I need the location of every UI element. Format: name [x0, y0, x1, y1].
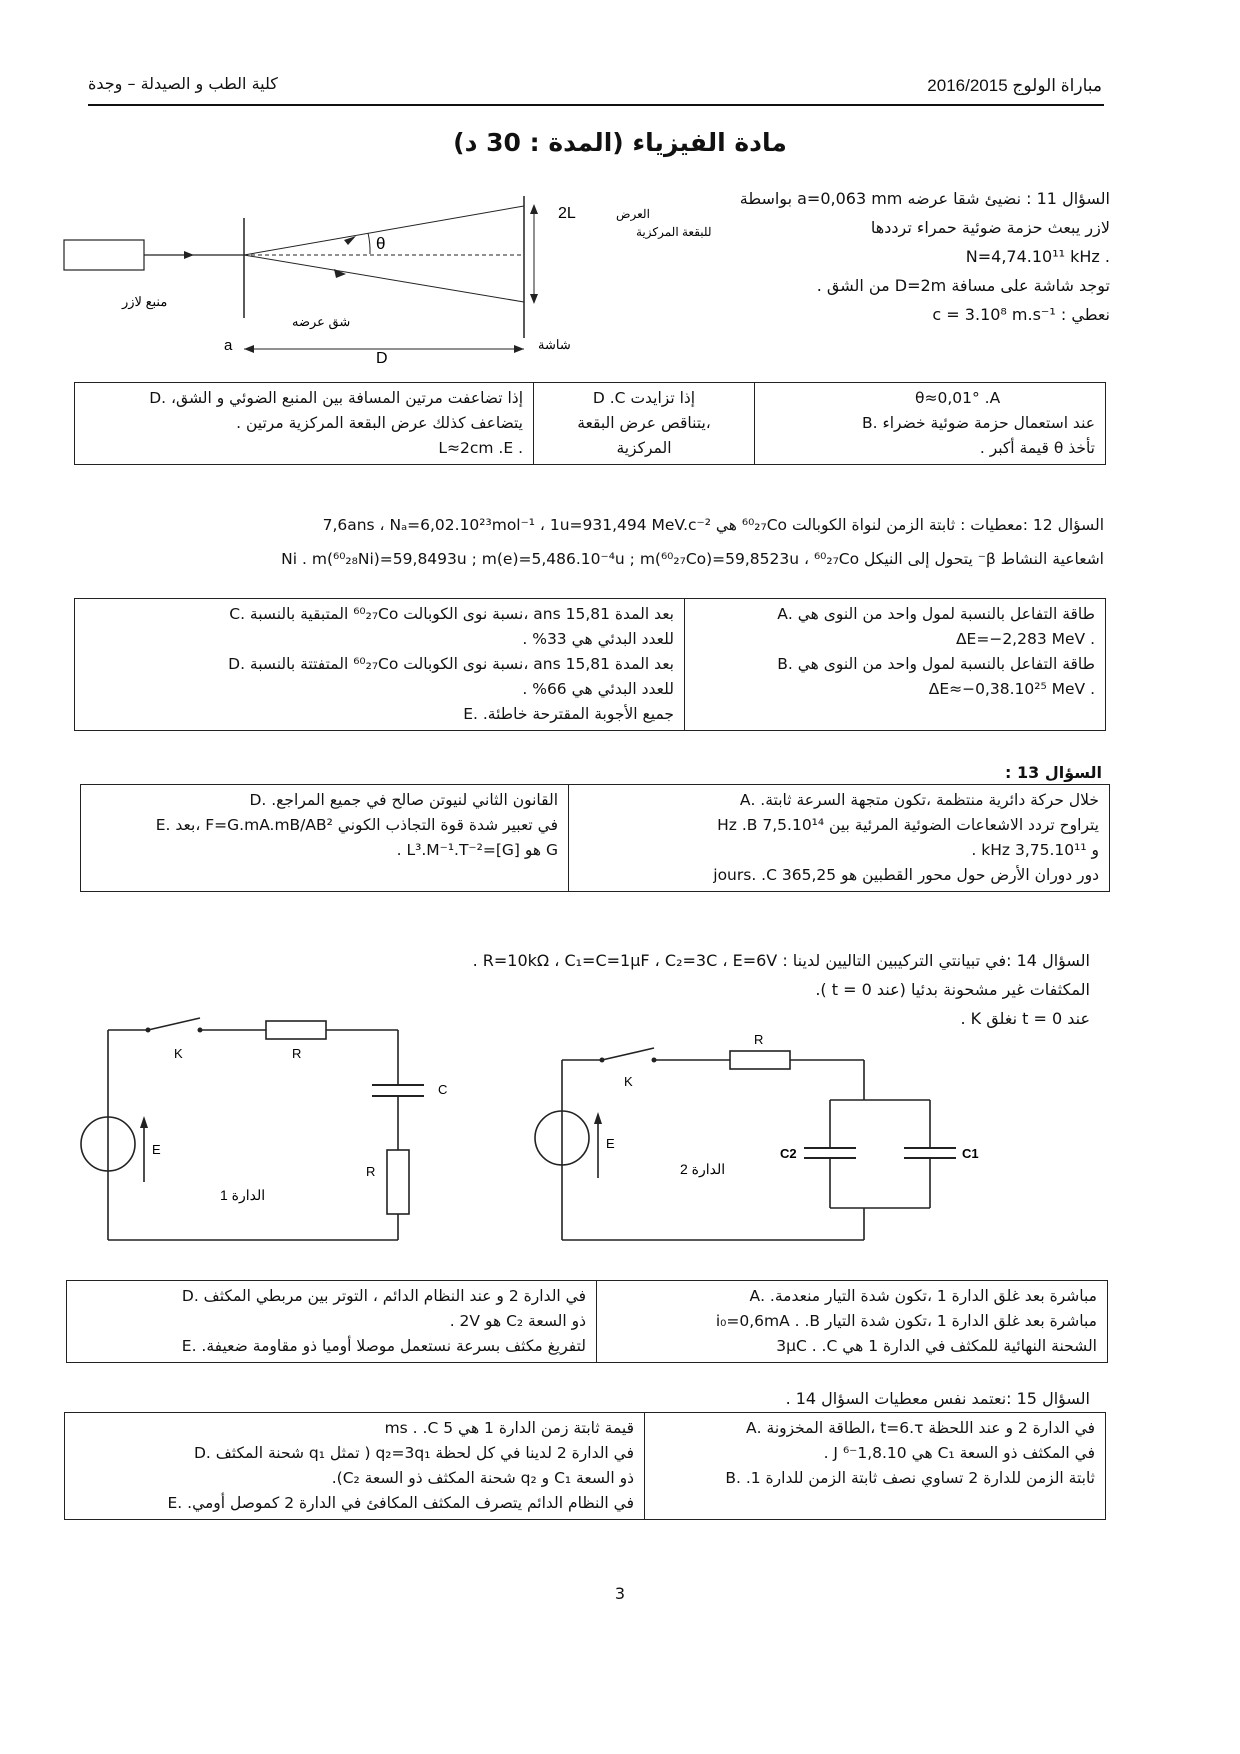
q13-options — [80, 784, 1110, 892]
c2-e-label: E — [606, 1136, 615, 1151]
q13-opt-E-1[interactable]: في تعبير شدة قوة التجاذب الكوني F=G.mA.mB/AB² ،بعد .E — [155, 816, 558, 834]
q15-opt-E[interactable]: في النظام الدائم يتصرف المكثف المكافئ في الدارة 2 كموصل أومي. .E — [167, 1494, 634, 1512]
a-label: a — [224, 337, 233, 354]
screen-label: شاشة — [538, 337, 571, 352]
q13-opt-B-1[interactable]: يتراوح تردد الاشعاعات الضوئية المرئية بين 7,5.10¹⁴ Hz .B — [717, 816, 1099, 834]
q12-opt-B-2: . ΔE≈−0,38.10²⁵ MeV — [928, 680, 1095, 698]
q11-opt-E[interactable]: . L≈2cm .E — [438, 439, 523, 457]
c1-c-label: C — [438, 1082, 448, 1097]
resistor-r — [730, 1051, 790, 1069]
c2-r-label: R — [754, 1032, 764, 1047]
q14-opt-A[interactable]: مباشرة بعد غلق الدارة 1 ،تكون شدة التيار منعدمة. .A — [749, 1287, 1097, 1305]
q13-opt-B-2: و 3,75.10¹¹ kHz . — [971, 841, 1099, 859]
c1-name: الدارة 1 — [220, 1187, 266, 1203]
q12-opt-D-1[interactable]: بعد المدة 15,81 ans ،نسبة نوى الكوبالت ⁶⁰₂₇Co المتفتتة بالنسبة .D — [228, 655, 674, 673]
q13-opt-D[interactable]: القانون الثاني لنيوتن صالح في جميع المراجع. .D — [249, 791, 558, 809]
q12-opt-C-1[interactable]: بعد المدة 15,81 ans ،نسبة نوى الكوبالت ⁶⁰₂₇Co المتبقية بالنسبة .C — [229, 605, 674, 623]
q14-opt-B[interactable]: مباشرة بعد غلق الدارة 1 ،تكون شدة التيار i₀=0,6mA . .B — [715, 1312, 1097, 1330]
c2-c2-label: C2 — [780, 1146, 797, 1161]
q11-line-5: نعطي : c = 3.10⁸ m.s⁻¹ — [932, 305, 1110, 324]
header-faculty: كلية الطب و الصيدلة – وجدة — [88, 74, 278, 93]
q15-title: السؤال 15 :نعتمد نفس معطيات السؤال 14 . — [785, 1389, 1090, 1408]
q12-opt-E[interactable]: جميع الأجوبة المقترحة خاطئة. .E — [463, 705, 674, 723]
q11-opt-B-2: تأخذ θ قيمة أكبر . — [979, 439, 1095, 457]
page-number: 3 — [614, 1584, 626, 1603]
c1-e-label: E — [152, 1142, 161, 1157]
q14-opt-E[interactable]: لتفريغ مكثف بسرعة نستعمل موصلا أوميا ذو مقاومة ضعيفة. .E — [181, 1337, 586, 1355]
width-label-2: للبقعة المركزية — [636, 225, 712, 239]
q15-opt-C[interactable]: قيمة ثابتة زمن الدارة 1 هي 5 ms . .C — [384, 1419, 634, 1437]
circuit-1 — [70, 1010, 470, 1250]
q11-opt-C-3: المركزية — [616, 439, 672, 457]
slit-label: شق عرضه — [292, 314, 351, 329]
theta-label: θ — [376, 234, 386, 253]
width-label: العرض — [616, 207, 650, 221]
q11-line-1: السؤال 11 : نضيئ شقا عرضه a=0,063 mm بواسطة — [739, 189, 1110, 208]
q11-options — [74, 382, 1106, 465]
q11-opt-B-1[interactable]: عند استعمال حزمة ضوئية خضراء .B — [861, 414, 1095, 432]
q12-opt-A-2: . ΔE=−2,283 MeV — [955, 630, 1095, 648]
source-label: منبع لازر — [122, 294, 168, 309]
page-title: مادة الفيزياء (المدة : 30 د) — [453, 128, 787, 157]
c1-k-label: K — [174, 1046, 183, 1061]
switch-k2 — [602, 1048, 654, 1060]
c1-r2-label: R — [366, 1164, 376, 1179]
q12-options — [74, 598, 1106, 731]
q11-opt-D-1[interactable]: إذا تضاعفت مرتين المسافة بين المنبع الضوئي و الشق، .D — [149, 389, 523, 407]
q11-line-4: توجد شاشة على مسافة D=2m من الشق . — [816, 276, 1110, 295]
c2-name: الدارة 2 — [680, 1161, 726, 1177]
q11-line-3: . N=4,74.10¹¹ kHz — [965, 247, 1110, 266]
D-label: D — [376, 350, 388, 367]
c2-c1-label: C1 — [962, 1146, 979, 1161]
q12-opt-D-2: للعدد البدئي هي 66% . — [522, 680, 674, 698]
header-rule — [88, 104, 1104, 106]
q15-opt-B[interactable]: ثابتة الزمن للدارة 2 تساوي نصف ثابتة الزمن للدارة 1. .B — [725, 1469, 1095, 1487]
q11-opt-D-2: يتضاعف كذلك عرض البقعة المركزية مرتين . — [236, 414, 523, 432]
q15-opt-D-2: ذو السعة C₁ و q₂ شحنة المكثف ذو السعة C₂). — [331, 1469, 634, 1487]
q11-opt-A[interactable]: θ≈0,01° .A — [915, 389, 1001, 407]
q12-line-2: اشعاعية النشاط β⁻ يتحول إلى النيكل Ni . m(⁶⁰₂₈Ni)=59,8493u ; m(e)=5,486.10⁻⁴u ; m(⁶⁰₂₇Co)=59,8523u ، ⁶⁰₂₇Co — [281, 550, 1104, 568]
q13-opt-E-2: G هو [G]=L³.M⁻¹.T⁻² . — [396, 841, 558, 859]
resistor-r1 — [266, 1021, 326, 1039]
header-exam: مباراة الولوج 2016/2015 — [927, 76, 1102, 95]
q11-opt-C-2: ،يتناقص عرض البقعة — [577, 414, 711, 432]
q14-opt-D-2: ذو السعة C₂ هو 2V . — [449, 1312, 586, 1330]
c1-r1-label: R — [292, 1046, 302, 1061]
resistor-r2 — [387, 1150, 409, 1214]
q11-opt-C-1[interactable]: إذا تزايدت D .C — [592, 389, 696, 407]
q15-options — [64, 1412, 1106, 1520]
q12-opt-C-2: للعدد البدئي هي 33% . — [522, 630, 674, 648]
laser-box — [64, 240, 144, 270]
q15-opt-A-1[interactable]: في الدارة 2 و عند اللحظة t=6.τ ،الطاقة المخزونة .A — [746, 1419, 1095, 1437]
q14-opt-C[interactable]: الشحنة النهائية للمكثف في الدارة 1 هي 3μC . .C — [776, 1337, 1097, 1355]
q15-opt-A-2: في المكثف ذو السعة C₁ هي 1,8.10⁻⁶ J . — [823, 1444, 1095, 1462]
slit-diagram — [58, 188, 712, 367]
switch-k1 — [148, 1018, 200, 1030]
twoL-label: 2L — [558, 205, 576, 222]
q12-opt-B-1[interactable]: طاقة التفاعل بالنسبة لمول واحد من النوى هي .B — [777, 655, 1095, 673]
q13-title: السؤال 13 : — [1005, 763, 1102, 782]
q12-line-1: السؤال 12 :معطيات : ثابتة الزمن لنواة الكوبالت ⁶⁰₂₇Co هي 7,6ans ، Nₐ=6,02.10²³mol⁻¹ ، 1u=931,494 MeV.c⁻² — [322, 516, 1104, 534]
q12-text — [64, 508, 1104, 576]
q13-opt-A[interactable]: خلال حركة دائرية منتظمة ،تكون متجهة السرعة ثابتة. .A — [739, 791, 1099, 809]
q12-opt-A-1[interactable]: طاقة التفاعل بالنسبة لمول واحد من النوى هي .A — [777, 605, 1095, 623]
q14-line-1: السؤال 14 :في تبيانتي التركيبين التاليين لدينا : R=10kΩ ، C₁=C=1μF ، C₂=3C ، E=6V . — [472, 951, 1090, 970]
q13-opt-C[interactable]: دور دوران الأرض حول محور القطبين هو 365,25 jours. .C — [713, 866, 1099, 884]
q14-options — [66, 1280, 1108, 1363]
circuit-2 — [530, 1030, 990, 1250]
q14-line-2: المكثفات غير مشحونة بدئيا (عند t = 0 ). — [815, 980, 1090, 999]
q14-opt-D-1[interactable]: في الدارة 2 و عند النظام الدائم ، التوتر بين مربطي المكثف .D — [181, 1287, 586, 1305]
c2-k-label: K — [624, 1074, 633, 1089]
q14-line-3: عند t = 0 نغلق K . — [960, 1009, 1090, 1028]
q15-opt-D-1[interactable]: في الدارة 2 لدينا في كل لحظة q₂=3q₁ ( تمثل q₁ شحنة المكثف .D — [193, 1444, 634, 1462]
q11-line-2: لازر يبعث حزمة ضوئية حمراء ترددها — [870, 218, 1110, 237]
